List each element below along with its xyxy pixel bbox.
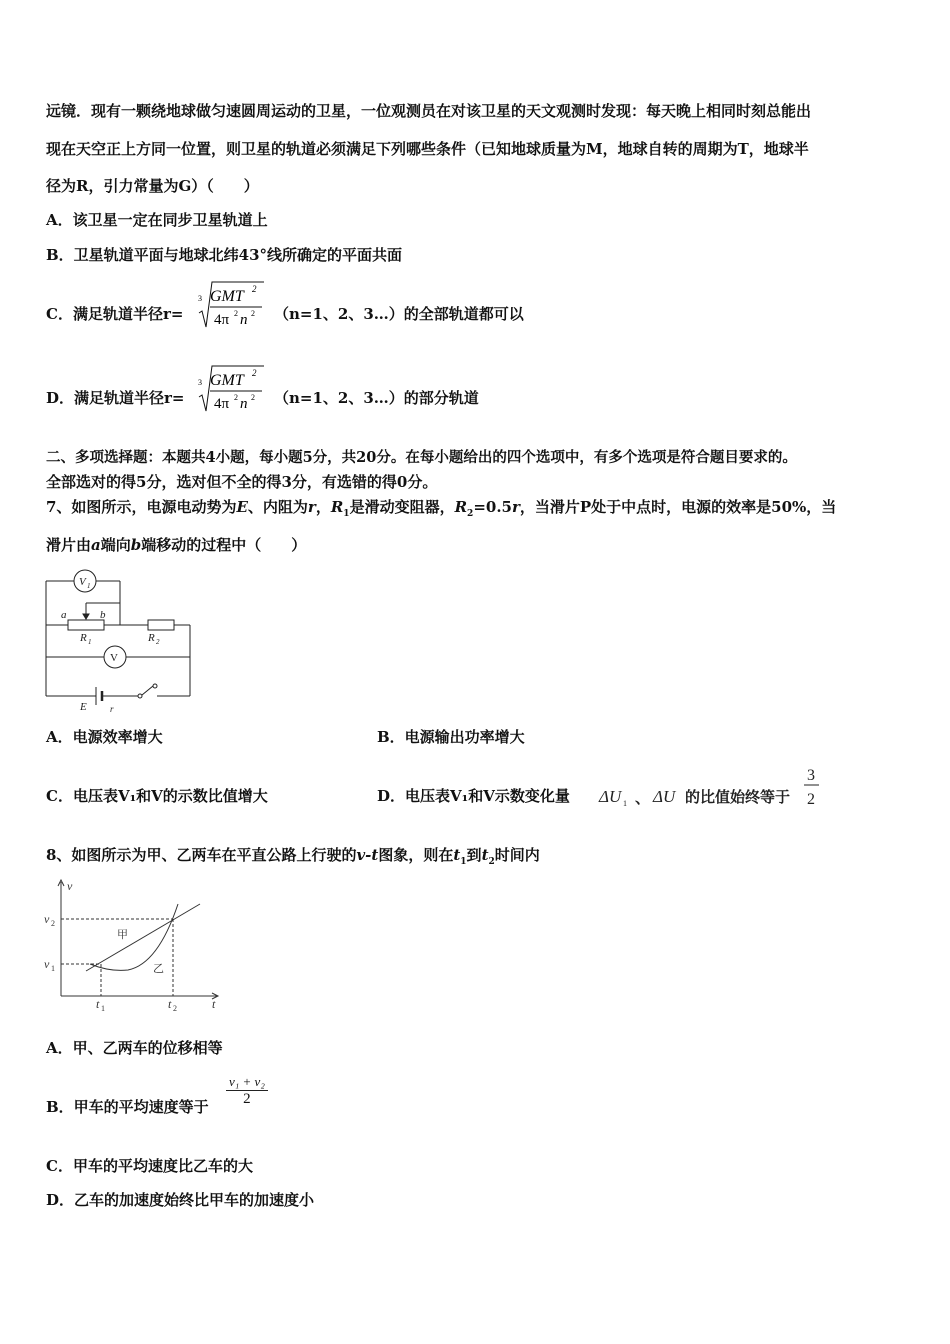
svg-text:1: 1	[623, 799, 627, 808]
switch-icon	[142, 686, 153, 695]
svg-text:R: R	[148, 632, 155, 644]
formula-num-sup: 2	[252, 368, 257, 378]
q6-option-b: B．卫星轨道平面与地球北纬43°线所确定的平面共面	[46, 246, 403, 264]
q6-option-d-suffix: （n=1、2、3…）的部分轨道	[274, 389, 479, 407]
svg-text:v: v	[44, 912, 50, 926]
formula-den-n-sup: 2	[251, 309, 255, 318]
q6-line-2: 现在天空正上方同一位置，则卫星的轨道必须满足下列哪些条件（已知地球质量为M，地球自转的周期为T，地球半	[46, 140, 809, 158]
q7-option-c: C．电压表V₁和V的示数比值增大	[46, 787, 268, 805]
formula-den-sup: 2	[234, 309, 238, 318]
q6-option-d-prefix: D．满足轨道半径r=	[46, 389, 185, 407]
q6-option-c-suffix: （n=1、2、3…）的全部轨道都可以	[274, 305, 524, 323]
svg-text:1: 1	[101, 1004, 105, 1013]
resistor-r2-icon	[148, 620, 174, 630]
svg-text:v: v	[44, 957, 50, 971]
line-jia	[86, 904, 200, 971]
formula-denominator: 4π	[214, 396, 230, 412]
q7-stem-line-2: 滑片由a端向b端移动的过程中（ ）	[46, 536, 307, 554]
svg-text:r: r	[110, 704, 114, 714]
formula-den-n: n	[240, 312, 248, 328]
svg-text:1: 1	[88, 638, 92, 646]
svg-text:t: t	[212, 997, 216, 1011]
svg-text:乙: 乙	[153, 963, 164, 975]
svg-text:3: 3	[807, 767, 815, 784]
q8-option-d: D．乙车的加速度始终比甲车的加速度小	[46, 1191, 315, 1209]
svg-text:2: 2	[51, 919, 55, 928]
svg-text:b: b	[100, 609, 106, 621]
formula-den-sup: 2	[234, 393, 238, 402]
q8-vt-graph	[40, 874, 226, 1014]
svg-text:1: 1	[87, 582, 91, 590]
svg-text:ΔU: ΔU	[599, 787, 622, 806]
svg-text:E: E	[80, 701, 87, 713]
q8-option-b: B．甲车的平均速度等于	[46, 1098, 209, 1116]
q6-line-1: 远镜．现有一颗绕地球做匀速圆周运动的卫星，一位观测员在对该卫星的天文观测时发现：每天晚上相同时刻总能出	[46, 102, 812, 120]
svg-text:2: 2	[807, 791, 815, 808]
root-index: 3	[198, 294, 202, 303]
section-2-heading-line-2: 全部选对的得5分，选对但不全的得3分，有选错的得0分。	[46, 473, 438, 491]
q7-option-b: B．电源输出功率增大	[377, 728, 525, 746]
formula-numerator: GMT	[210, 372, 244, 389]
q6-option-d-formula	[196, 363, 270, 415]
q8-option-b-fraction: v₁ + v₂ 2	[226, 1074, 268, 1108]
formula-den-n-sup: 2	[251, 393, 255, 402]
q7-option-d: D．电压表V₁和V示数变化量	[377, 787, 570, 805]
svg-text:t: t	[96, 997, 100, 1011]
q8-option-a: A．甲、乙两车的位移相等	[46, 1039, 223, 1057]
svg-text:、: 、	[635, 791, 651, 807]
svg-text:V: V	[110, 652, 118, 664]
formula-denominator: 4π	[214, 312, 230, 328]
formula-num-sup: 2	[252, 284, 257, 294]
q8-option-c: C．甲车的平均速度比乙车的大	[46, 1157, 253, 1175]
q7-option-d-math	[597, 762, 827, 810]
slider-arrow-icon	[83, 614, 89, 619]
svg-text:a: a	[61, 609, 67, 621]
svg-text:1: 1	[51, 964, 55, 973]
svg-text:ΔU: ΔU	[653, 787, 676, 806]
rheostat-r1-icon	[68, 620, 104, 630]
svg-text:t: t	[168, 997, 172, 1011]
q7-option-a: A．电源效率增大	[46, 728, 163, 746]
svg-text:甲: 甲	[117, 929, 128, 941]
root-index: 3	[198, 378, 202, 387]
svg-text:R: R	[80, 632, 87, 644]
q8-stem: 8、如图所示为甲、乙两车在平直公路上行驶的v-t图象，则在$t_1$到$t_2$时间内	[46, 846, 540, 867]
q6-option-c-prefix: C．满足轨道半径r=	[46, 305, 184, 323]
q7-stem-line-1: 7、如图所示，电源电动势为E、内阻为r，$R_1$是滑动变阻器，$R_2=0.5r$，当滑片P处于中点时，电源的效率是50%，当	[46, 498, 837, 519]
formula-numerator: GMT	[210, 288, 244, 305]
q6-option-c-formula	[196, 279, 270, 331]
q6-option-a: A．该卫星一定在同步卫星轨道上	[46, 211, 268, 229]
svg-text:2: 2	[173, 1004, 177, 1013]
svg-text:2: 2	[156, 638, 160, 646]
svg-text:的比值始终等于: 的比值始终等于	[685, 790, 791, 806]
section-2-heading-line-1: 二、多项选择题：本题共4小题，每小题5分，共20分。在每小题给出的四个选项中，有多个选项是符合题目要求的。	[46, 449, 797, 466]
svg-text:V: V	[79, 576, 86, 588]
svg-text:v: v	[67, 879, 73, 893]
q7-circuit-diagram	[40, 566, 200, 718]
formula-den-n: n	[240, 396, 248, 412]
q6-line-3: 径为R，引力常量为G）（ ）	[46, 177, 259, 195]
